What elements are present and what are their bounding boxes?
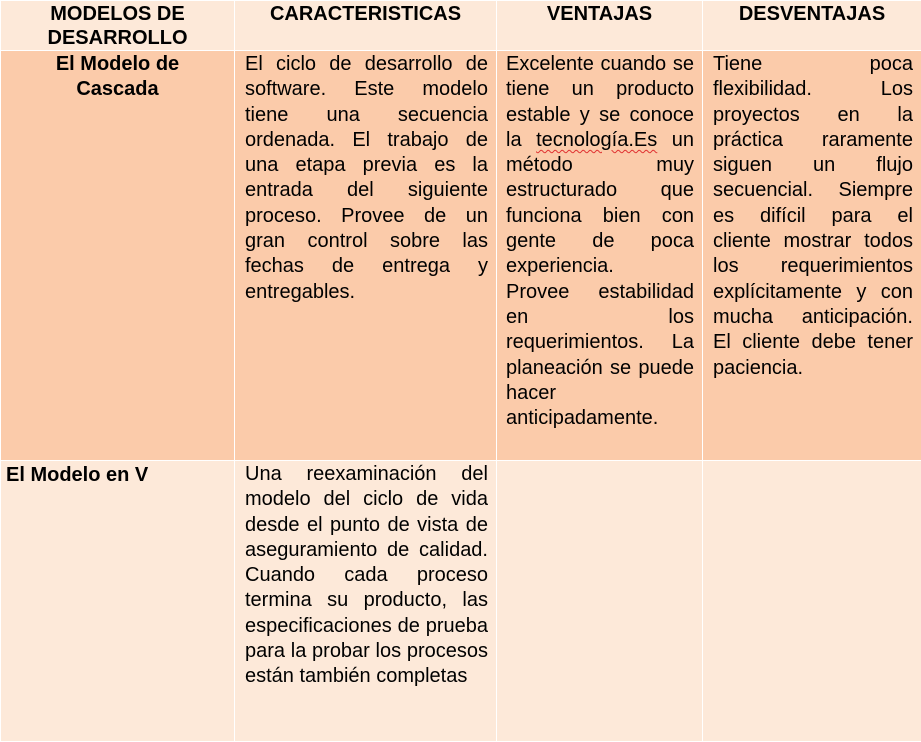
ventajas-cascada-p1: [506, 52, 694, 280]
desventajas-cascada: Tiene poca flexibilidad. Los proyectos en la práctica raramente siguen un flujo secuencial. Siempre es difícil para el cliente mostrar todos los requerimientos explícitamente y con mucha anticipación. El cliente debe tener paciencia.: [703, 51, 921, 461]
header-row: [1, 1, 921, 51]
table-row-cascada: [1, 51, 921, 461]
ventajas-v: [497, 461, 703, 742]
model-name-cascada-text: El Modelo de Cascada: [1, 52, 234, 103]
caracteristicas-v: Una reexaminación del modelo del ciclo de vida desde el punto de vista de aseguramiento de calidad. Cuando cada proceso termina su producto, las especificaciones de prueba para la probar los procesos están también completas: [235, 461, 497, 742]
header-ventajas: VENTAJAS: [497, 1, 703, 51]
desventajas-v: [703, 461, 921, 742]
table-row-modelo-v: [1, 461, 921, 742]
ventajas-cascada-text-a: Excelente cuando se tiene un producto estable y se conoce la: [506, 53, 694, 151]
header-desventajas: DESVENTAJAS: [703, 1, 921, 51]
ventajas-cascada-text-b: un método muy estructurado que funciona bien con gente de poca experiencia.: [506, 129, 694, 277]
caracteristicas-cascada: El ciclo de desarrollo de software. Este modelo tiene una secuencia ordenada. El trabajo de una etapa previa es la entrada del siguiente proceso. Provee de un gran control sobre las fechas de entrega y entregables.: [235, 51, 497, 461]
ventajas-cascada-p2: Provee estabilidad en los requerimientos. La planeación se puede hacer anticipadamente.: [506, 280, 694, 432]
ventajas-cascada: [497, 51, 703, 461]
model-name-v: El Modelo en V: [1, 461, 235, 742]
model-name-cascada: [1, 51, 235, 461]
header-caracteristicas: CARACTERISTICAS: [235, 1, 497, 51]
spellcheck-flagged-word: tecnología.Es: [536, 129, 657, 151]
header-modelos: MODELOS DE DESARROLLO: [1, 1, 235, 51]
